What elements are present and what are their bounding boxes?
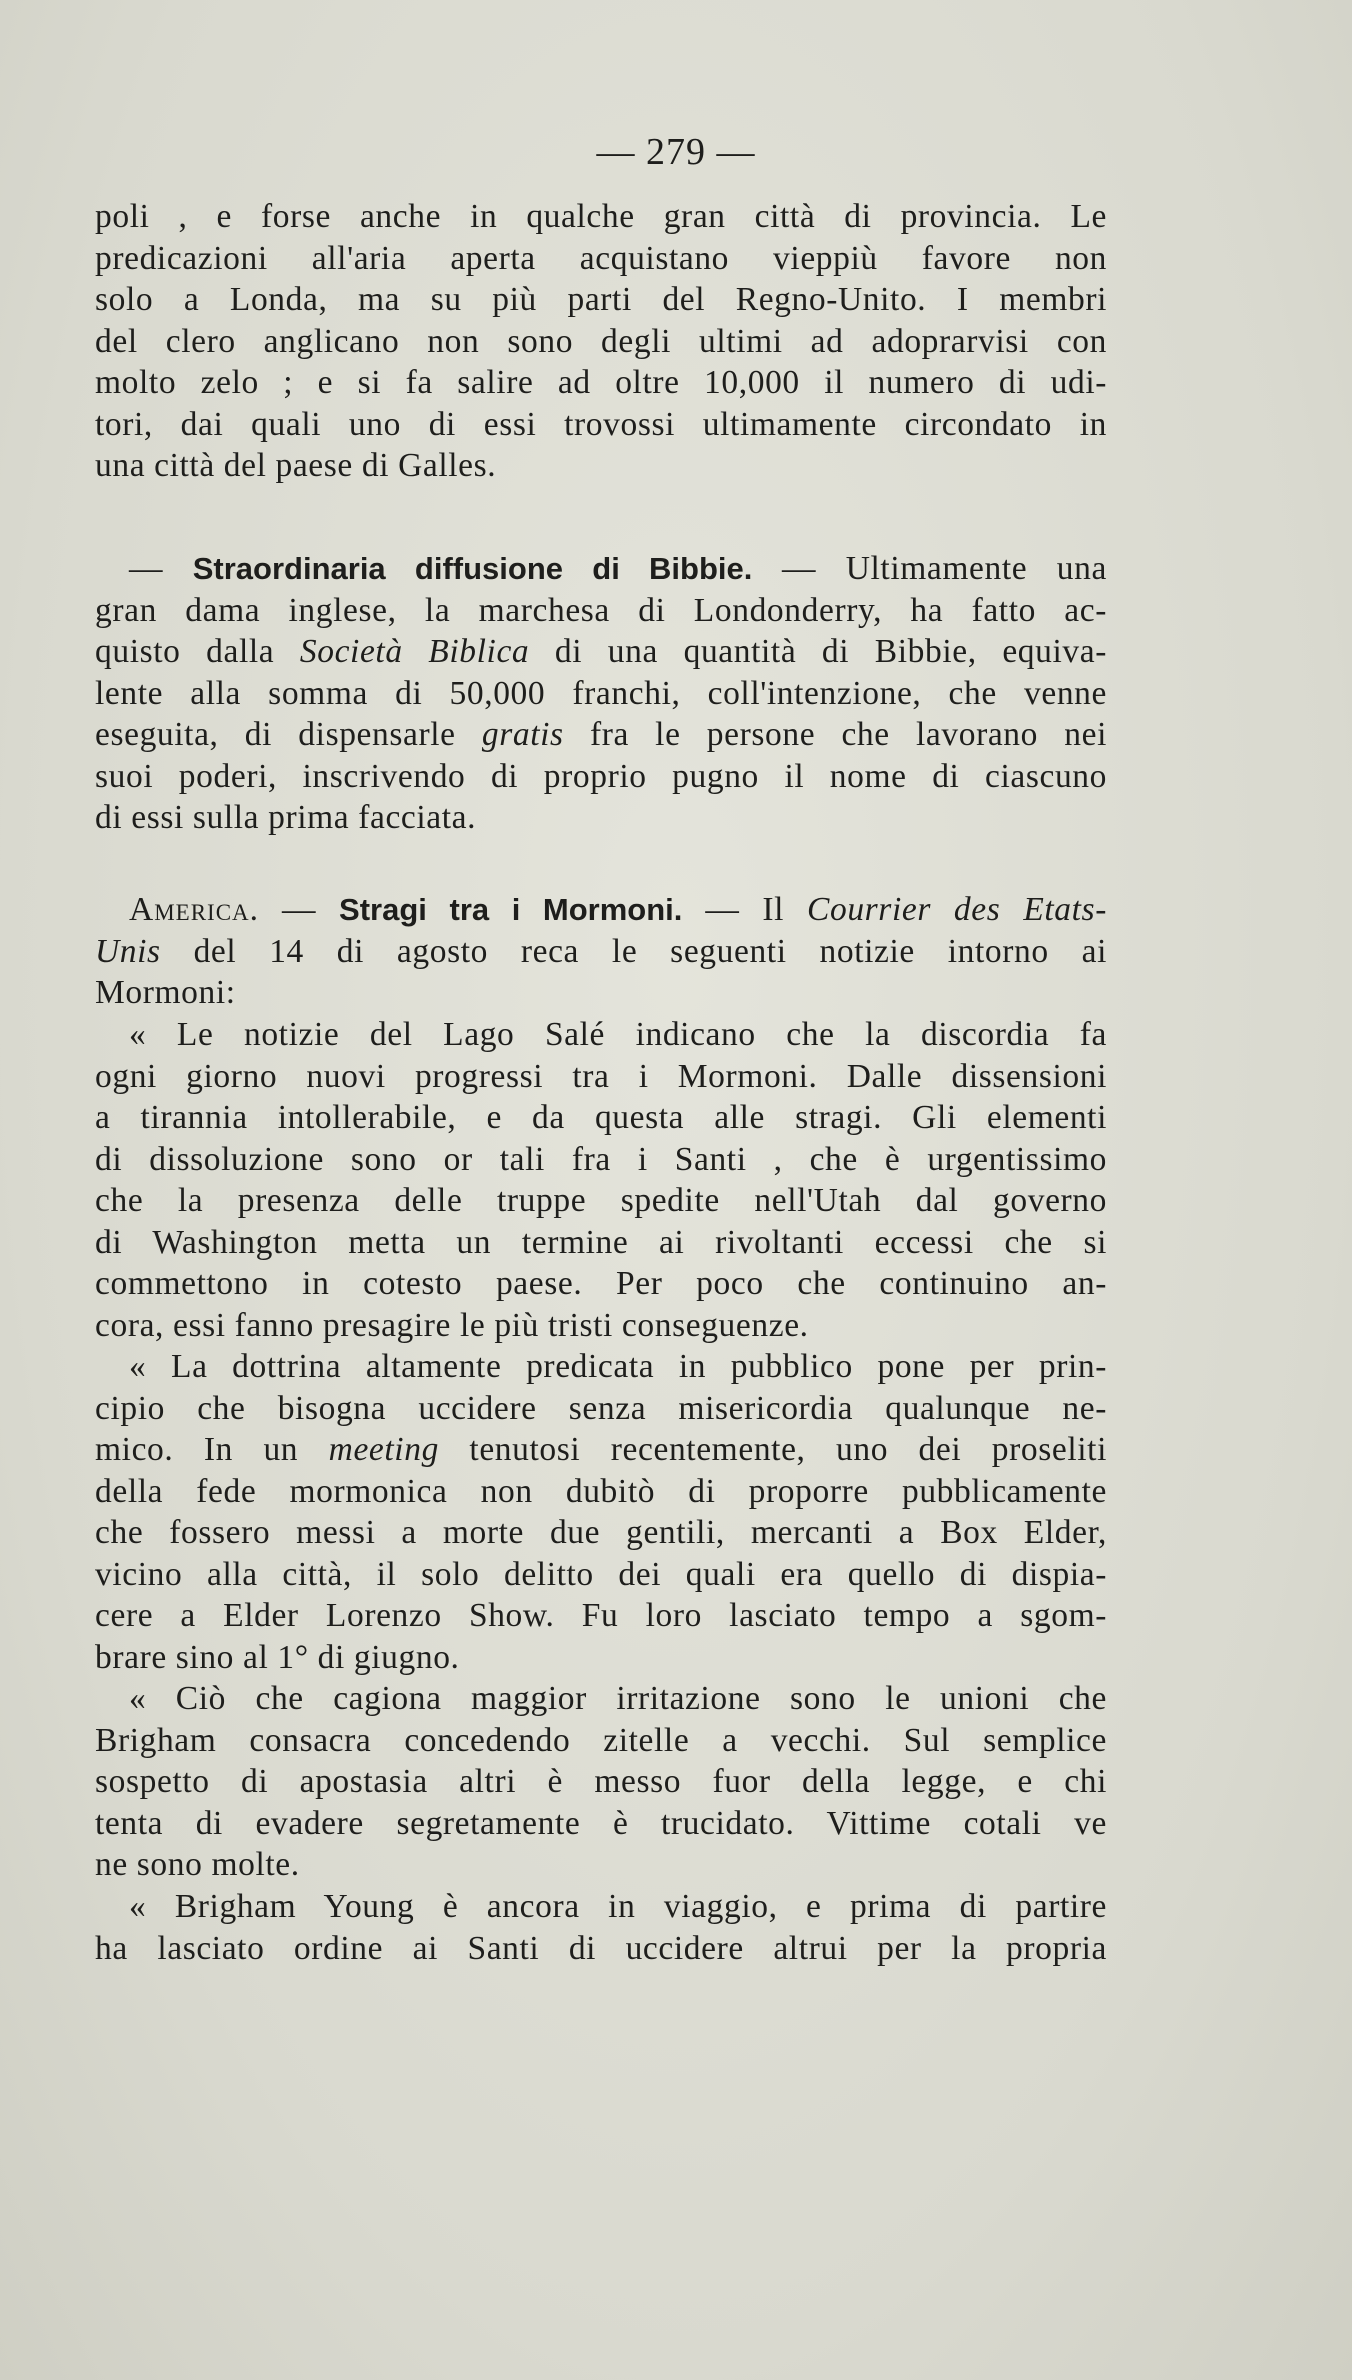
page-number: — 279 — (596, 131, 756, 173)
text-line: vicino alla città, il solo delitto dei quali era quello di dispia- (95, 1555, 1107, 1593)
text-line: che fossero messi a morte due gentili, mercanti a Box Elder, (95, 1514, 1107, 1551)
italic-newspaper-name: Courrier des Etats- (807, 891, 1107, 928)
text-line: del clero anglicano non sono degli ultimi ad adoprarvisi con (95, 322, 1107, 360)
region-label: America. (129, 891, 260, 928)
text-line: « Le notizie del Lago Salé indicano che la discordia fa (129, 1016, 1107, 1053)
text-line: molto zelo ; e si fa salire ad oltre 10,000 il numero di udi- (95, 364, 1107, 401)
paragraph-preaching (95, 196, 1107, 487)
text-line (95, 714, 1107, 756)
text-line: Brigham consacra concedendo zitelle a vecchi. Sul semplice (95, 1721, 1107, 1759)
text-line: ne sono molte. (95, 1846, 300, 1883)
text-fragment: — Ultimamente una (782, 550, 1107, 587)
italic-word: meeting (328, 1431, 439, 1468)
text-line: tori, dai quali uno di essi trovossi ultimamente circondato in (95, 405, 1107, 443)
quote-paragraph-3 (95, 1678, 1107, 1886)
text-line: brare sino al 1° di giugno. (95, 1638, 460, 1676)
text-line (95, 548, 1107, 590)
italic-word: gratis (481, 716, 564, 753)
italic-society-name: Società Biblica (299, 633, 530, 670)
text-line (95, 631, 1107, 673)
text-line: una città del paese di Galles. (95, 447, 497, 484)
text-line: di essi sulla prima facciata. (95, 799, 477, 836)
text-line: poli , e forse anche in qualche gran città di provincia. Le (95, 198, 1107, 235)
text-line: ogni giorno nuovi progressi tra i Mormoni. Dalle dissensioni (95, 1057, 1107, 1095)
italic-newspaper-name: Unis (95, 932, 161, 970)
text-line: predicazioni all'aria aperta acquistano vieppiù favore non (95, 239, 1107, 277)
text-line (95, 889, 1107, 931)
em-dash: — (281, 891, 317, 928)
text-fragment: quisto dalla (95, 633, 275, 670)
text-line: che la presenza delle truppe spedite nell'Utah dal governo (95, 1182, 1107, 1219)
section-heading-bibles: Straordinaria diffusione di Bibbie. (192, 551, 753, 586)
text-line: cere a Elder Lorenzo Show. Fu loro lasciato tempo a sgom- (95, 1597, 1107, 1634)
text-fragment: — Il (705, 891, 785, 928)
text-line: della fede mormonica non dubitò di proporre pubblicamente (95, 1472, 1107, 1510)
text-line (95, 1429, 1107, 1471)
paragraph-bibles (95, 548, 1107, 839)
text-line: di dissoluzione sono or tali fra i Santi , che è urgentissimo (95, 1140, 1107, 1178)
text-line: sospetto di apostasia altri è messo fuor della legge, e chi (95, 1763, 1107, 1800)
text-line: « Ciò che cagiona maggior irritazione sono le unioni che (129, 1680, 1107, 1717)
text-fragment: eseguita, di dispensarle (95, 716, 456, 753)
text-fragment: tenutosi recentemente, uno dei proseliti (469, 1431, 1107, 1468)
em-dash: — (129, 550, 164, 587)
paragraph-mormons-intro (95, 889, 1107, 1014)
text-line: cora, essi fanno presagire le più tristi conseguenze. (95, 1306, 809, 1344)
text-line: commettono in cotesto paese. Per poco che continuino an- (95, 1265, 1107, 1302)
text-line: ha lasciato ordine ai Santi di uccidere altrui per la propria (95, 1929, 1107, 1967)
quote-paragraph-1 (95, 1014, 1107, 1346)
text-fragment: di una quantità di Bibbie, equiva- (554, 633, 1107, 670)
text-line (95, 931, 1107, 973)
text-line: cipio che bisogna uccidere senza misericordia qualunque ne- (95, 1389, 1107, 1427)
text-line: « La dottrina altamente predicata in pubblico pone per prin- (129, 1348, 1107, 1385)
text-line: lente alla somma di 50,000 franchi, coll'intenzione, che venne (95, 674, 1107, 712)
text-fragment: fra le persone che lavorano nei (589, 716, 1107, 753)
section-heading-mormons: Stragi tra i Mormoni. (339, 892, 683, 927)
text-line: solo a Londa, ma su più parti del Regno-Unito. I membri (95, 281, 1107, 318)
text-line: suoi poderi, inscrivendo di proprio pugno il nome di ciascuno (95, 757, 1107, 795)
text-line: Mormoni: (95, 974, 236, 1011)
quote-paragraph-2 (95, 1346, 1107, 1678)
text-fragment: mico. In un (95, 1431, 299, 1468)
text-line: di Washington metta un termine ai rivoltanti eccessi che si (95, 1223, 1107, 1261)
text-line: a tirannia intollerabile, e da questa alle stragi. Gli elementi (95, 1099, 1107, 1136)
text-fragment: del 14 di agosto reca le seguenti notizie intorno ai (193, 932, 1107, 970)
text-line: tenta di evadere segretamente è trucidato. Vittime cotali ve (95, 1804, 1107, 1842)
text-line: « Brigham Young è ancora in viaggio, e prima di partire (129, 1888, 1107, 1925)
quote-paragraph-4 (95, 1886, 1107, 1969)
text-line: gran dama inglese, la marchesa di Londonderry, ha fatto ac- (95, 591, 1107, 629)
